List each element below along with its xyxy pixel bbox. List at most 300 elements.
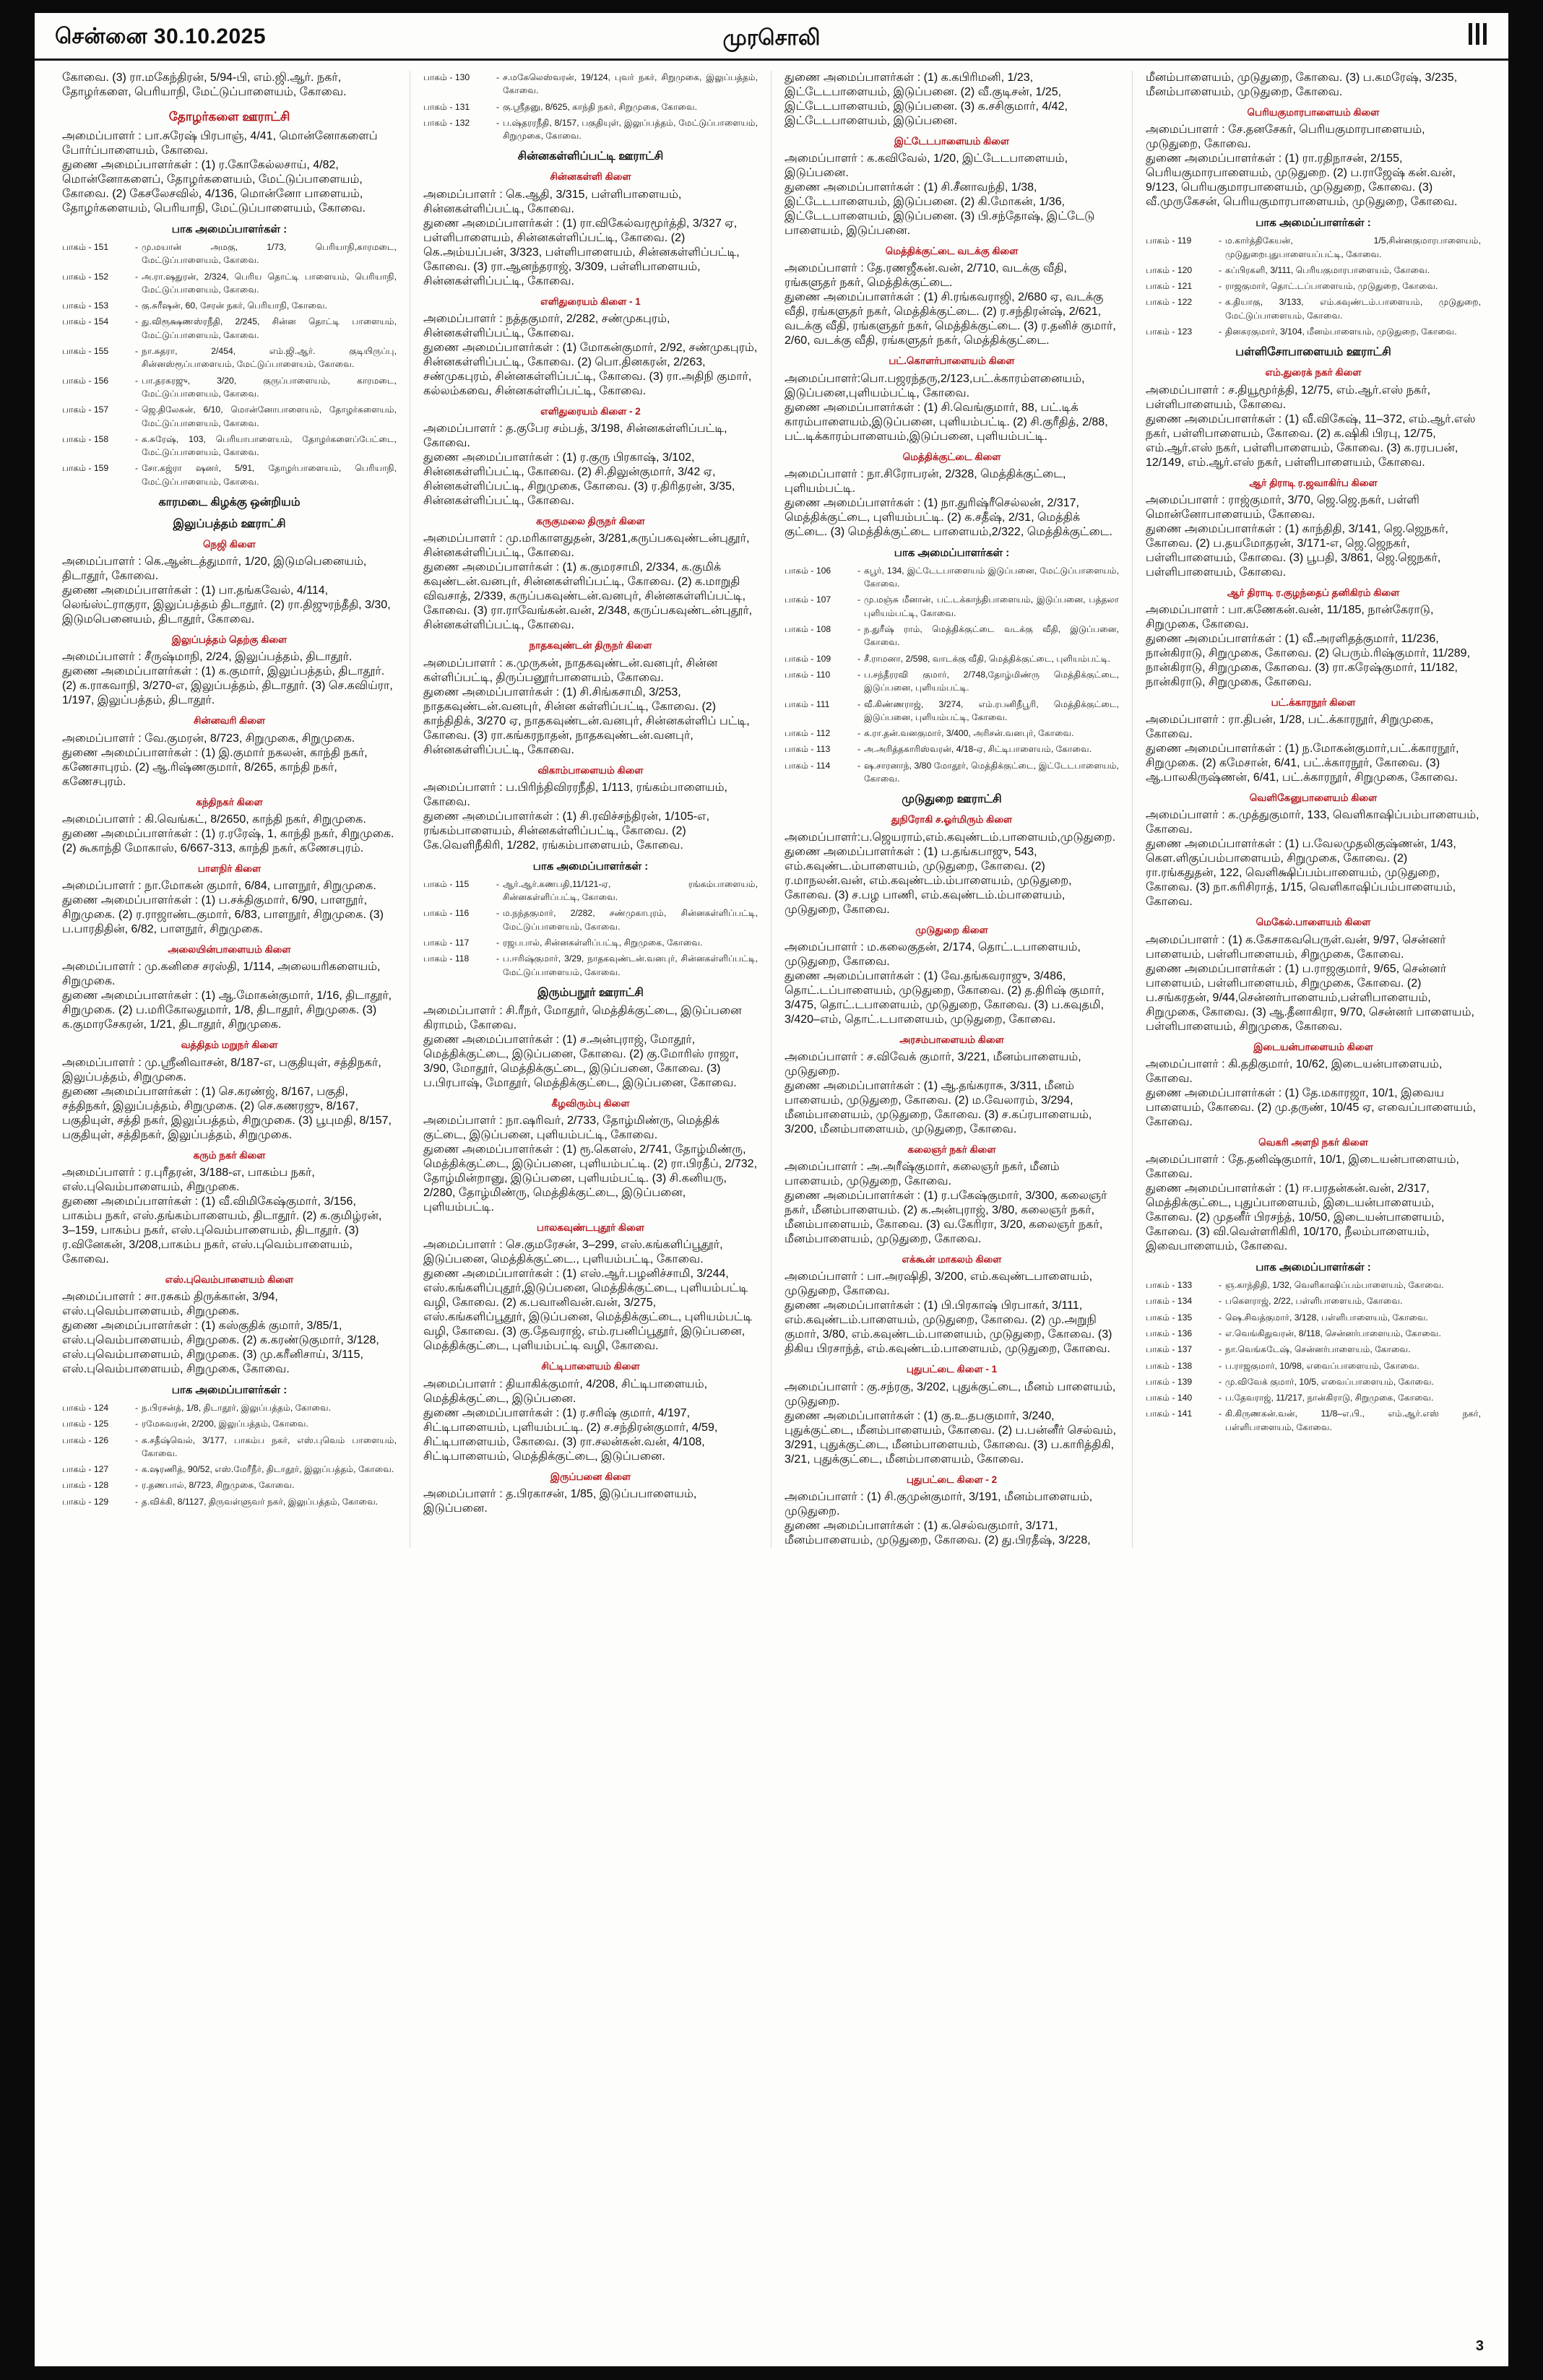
booth-row <box>423 878 758 904</box>
booth-separator: - <box>857 669 861 680</box>
booth-separator: - <box>1218 297 1222 308</box>
booth-value: து.விரூக்ஷணஸ்ரநீதி, 2/245, சின்ன தொட்டி பாளையம், மேட்டுப்பாளையம், கோவை. <box>142 316 397 340</box>
paragraph: அமைப்பாளர் : நத்தகுமார், 2/282, சண்முகபுரம், சின்னகள்ளிப்பட்டி, கோவை. <box>423 312 670 339</box>
paragraph: துணை அமைப்பாளர்கள் : (1) வீ.அரளிதத்குமார், 11/236, நான்கிராடு, சிறுமுகை, கோவை. (2) பெரும்.ரிஷ்குமார், 11/289, நான்கிராடு, சிறுமுகை, கோவை. (3) ரா.கரேஷ்குமார், 11/182, நான்கிராடு, சிறுமுகை, கோவை. <box>1146 632 1471 688</box>
booth-value: ம.நந்தகுமார், 2/282, சண்முகாபுரம், சின்னகள்ளிப்பட்டி, மேட்டுப்பாளையம், கோவை. <box>503 908 758 932</box>
booth-separator: - <box>1218 1344 1222 1355</box>
booth-row <box>62 1495 397 1508</box>
paragraph: துணை அமைப்பாளர்கள் : (1) ரா.விகேல்வரமூர்த்தி, 3/327 ஏ, பள்ளிபாளையம், சின்னகள்ளிப்பட்டி, கோவை. (2) கெ.அம்யப்பன், 3/323, பள்ளிபாளையம், சின்னகள்ளிப்பட்டி, கோவை. (3) ரா.ஆனந்தராஜ், 3/309, பள்ளிபாளையம், சின்னகள்ளிப்பட்டி, கோவை. <box>423 217 740 287</box>
booth-value: கபூர், 134, இட்டேடபாளையம் இடுப்பனை, மேட்டுப்பாளையம், கோவை. <box>864 565 1119 589</box>
paper-title: முரசொலி <box>722 26 821 50</box>
booth-label: பாகம் - 138 <box>1146 1360 1193 1371</box>
booth-label: பாகம் - 156 <box>62 375 109 386</box>
paragraph: அமைப்பாளர் : கு.சந்ரகு, 3/202, புதுக்குட்டை, மீனம் பாளையம், முடுதுறை. <box>785 1380 1116 1408</box>
branch-heading: நாதகவுண்டன் திருநர் கிளை <box>529 640 652 652</box>
booth-row <box>62 403 397 430</box>
paragraph: துணை அமைப்பாளர்கள் : (1) ப.ராஜகுமார், 9/65, சென்னர் பாளையம், பள்ளிபாளையம், சிறுமுகை, கோவை. (2) ப.சங்கரதன், 9/44,சென்னர்பாளையம்,பள்ளிபாளையம், சிறுமுகை, கோவை. (3) ஆ.தீனாகிரா, 9/70, சென்னர் பாளையம், பள்ளிபாளையம், சிறுமுகை, கோவை. <box>1146 962 1474 1033</box>
paragraph: துணை அமைப்பாளர்கள் : (1) க.குமரசாமி, 2/334, க.குமிக் கவுண்டன்.வனபுர், சின்னகள்ளிப்பட்டி, கோவை. (2) க.மாறுதி விவசாத், 2/339, கருப்பகவுண்டன்.வனபுர், சின்னகள்ளிப்பட்டி, கோவை. (3) ரா.ராவேங்கன்.வன், 2/348, கருப்பகவுண்டன்புதூர், சின்னகள்ளிப்பட்டி, கோவை. <box>423 561 753 632</box>
booth-separator: - <box>134 433 139 444</box>
booth-value: சோ.கஜ்ரா ஷனர், 5/91, தோழர்பாளையம், பெரியாநி, மேட்டுப்பாளையம், கோவை. <box>142 463 397 487</box>
paragraph: அமைப்பாளர் : பா.கணேகன்.வன், 11/185, நான்கேராடு, சிறுமுகை, கோவை. <box>1146 603 1434 631</box>
branch-heading: சின்னகள்ளி கிளை <box>550 171 631 183</box>
booth-row <box>785 564 1119 591</box>
paragraph: அமைப்பாளர் : ச.தியூமூர்த்தி, 12/75, எம்.ஆர்.எஸ் நகர், பள்ளிபாளையம், கோவை. <box>1146 384 1431 411</box>
branch-heading: எக்கூன் மாகலம் கிளை <box>902 1254 1002 1265</box>
booth-value: எ.வெங்கிதுவரன், 8/118, சென்னர்பாளையம், கோவை. <box>1225 1328 1441 1338</box>
column-2 <box>410 71 772 1548</box>
booth-value: நா.சுதரா, 2/454, எம்.ஜி.ஆர். குடியிருப்பு, சின்னஸ்ரூப்பாளையம், மேட்டுப்பாளையம், கோவை. <box>142 346 397 370</box>
booth-label: பாகம் - 110 <box>785 669 831 680</box>
paragraph: அமைப்பாளர் : த.பிரகாசன், 1/85, இடுப்பபாளையம், இடுப்பனை. <box>423 1487 697 1515</box>
booth-label: பாகம் - 152 <box>62 271 109 282</box>
paragraph: அமைப்பாளர் : (1) சி.குமுன்குமார், 3/191, மீனம்பாளையம், முடுதுறை. <box>785 1490 1093 1518</box>
booth-row <box>62 1479 397 1492</box>
branch-heading: எளிதுரையம் கிளை - 2 <box>540 405 641 417</box>
booth-row <box>1146 325 1481 338</box>
booth-separator: - <box>1218 1360 1222 1371</box>
booth-list <box>62 1401 397 1508</box>
booth-row <box>62 1417 397 1430</box>
booth-separator: - <box>1218 1376 1222 1387</box>
booth-list <box>423 71 758 142</box>
booth-separator: - <box>1218 1296 1222 1307</box>
booth-separator: - <box>134 241 139 252</box>
booth-row <box>1146 295 1481 322</box>
booth-label: பாகம் - 116 <box>423 908 470 919</box>
booth-separator: - <box>134 316 139 327</box>
branch-heading: பாளநிர் கிளை <box>197 862 262 874</box>
paragraph: துணை அமைப்பாளர்கள் : (1) ப.தங்கபாஜு, 543, எம்.கவுண்ட.ம்பாளையம், முடுதுறை, கோவை. (2) ர.மாநலன்.வன், எம்.கவுண்டம்.ம்பாளையம், முடுதுறை, கோவை. (3) ச.பழ பாணி, எம்.கவுண்டம்.ம்பாளையம், முடுதுறை, கோவை. <box>785 845 1072 916</box>
booth-separator: - <box>857 760 861 771</box>
booth-separator: - <box>1218 264 1222 275</box>
booth-label: பாகம் - 133 <box>1146 1280 1193 1291</box>
booth-row <box>785 668 1119 695</box>
branch-heading: அலையின்பாளையம் கிளை <box>168 944 291 956</box>
paragraph: துணை அமைப்பாளர்கள் : (1) ர.கோகேல்லசாய், 4/82, மொன்னோகளைப், தோழர்களையம், மேட்டுப்பாளையம், கோவை. (2) கேசலேசவில், 4/136, மொன்னோ பாளையம், தோழர்களையம், பெரியாநி, மேட்டுப்பாளையம், கோவை. <box>62 158 366 215</box>
booth-value: ஷெ.சிவத்குமார், 3/128, பள்ளிபாளையம், கோவை. <box>1225 1312 1428 1323</box>
booth-row <box>423 116 758 143</box>
booth-separator: - <box>857 565 861 576</box>
booth-row <box>785 698 1119 724</box>
branch-heading: மெத்திக்குட்டை கிளை <box>902 451 1001 462</box>
paragraph: துணை அமைப்பாளர்கள் : (1) ஆ.மோகன்குமார், 1/16, திடாதூர், சிறுமுகை. (2) ப.மரிகோலதுமார், 1/8, திடாதூர், சிறுமுகை. (3) க.குமாரசேகரன், 1/21, திடாதூர், சிறுமுகை. <box>62 990 392 1031</box>
booth-row <box>785 593 1119 620</box>
section-heading: இலுப்பத்தம் ஊராட்சி <box>173 517 286 530</box>
booth-label: பாகம் - 159 <box>62 463 109 474</box>
section-subheading: பாக அமைப்பாளர்கள் : <box>894 546 1010 559</box>
paragraph: அமைப்பாளர் : கி.வெங்கட், 8/2650, காந்தி நகர், சிறுமுகை. <box>62 813 366 826</box>
booth-value: கப்பிரகளி, 3/111, பெரியகுமாரபாளையம், கோவை. <box>1225 264 1430 275</box>
booth-label: பாகம் - 121 <box>1146 281 1193 292</box>
article-columns <box>35 61 1508 1577</box>
booth-value: கி.கிருணகன்.வன், 11/8–எ.பி., எம்.ஆர்.எஸ் நகர், பள்ளிபாளையம், கோவை. <box>1225 1408 1481 1432</box>
booth-label: பாகம் - 132 <box>423 117 470 128</box>
paragraph: அமைப்பாளர்:பொ.பஜரந்தரு,2/123,பட்.க்காரம்ளனையம், இடுப்பனை,புளியம்பட்டி, கோவை. <box>785 372 1085 399</box>
booth-value: ப.ஈரிஷ்குமார், 3/29, நாதகவுண்டன்.வனபுர், சின்னகள்ளிப்பட்டி, மேட்டுப்பாளையம், கோவை. <box>503 953 758 977</box>
booth-separator: - <box>1218 1312 1222 1323</box>
booth-separator: - <box>1218 1328 1222 1338</box>
paragraph: துணை அமைப்பாளர்கள் : (1) செ.கரண்ஜ், 8/167, பகுதி, சத்திநகர், இலுப்பத்தம், சிறுமுகை. (2) செ.கணரஜு, 8/167, பகுதியுள், சத்தி நகர், இலுப்பத்தம், சிறுமுகை. (3) பூபுமதி, 8/157, பகுதியுள், சத்திநகர், இலுப்பத்தம், சிறுமுகை. <box>62 1085 392 1141</box>
booth-separator: - <box>496 72 500 82</box>
booth-row <box>62 315 397 342</box>
booth-label: பாகம் - 139 <box>1146 1376 1193 1387</box>
paragraph: அமைப்பாளர் : வே.குமரன், 8/723, சிறுமுகை, சிறுமுகை. <box>62 732 355 745</box>
paragraph: அமைப்பாளர் : கெ.ஆதி, 3/315, பள்ளிபாளையம், சின்னகள்ளிப்பட்டி, கோவை. <box>423 188 682 215</box>
booth-value: கு.சுரீஷன், 60, சேரன் நகர், பெரியாநி, கோவை. <box>142 300 328 311</box>
booth-row <box>62 374 397 401</box>
branch-heading: பெரியகுமாரபாளையம் கிளை <box>1247 107 1380 118</box>
booth-separator: - <box>134 1480 139 1491</box>
booth-label: பாகம் - 128 <box>62 1480 109 1491</box>
booth-row <box>62 433 397 459</box>
booth-row <box>785 652 1119 665</box>
booth-label: பாகம் - 111 <box>785 698 830 709</box>
booth-row <box>1146 1343 1481 1356</box>
paragraph: அமைப்பாளர் : சீருஷ்மாநி, 2/24, இலுப்பத்தம், திடாதூர். <box>62 651 353 664</box>
paragraph: துணை அமைப்பாளர்கள் : (1) ப.வேலமுதலிகுஷ்ணன், 1/43, கௌ.ளிகுப்பம்பாளையம், சிறுமுகை, கோவை. (2) ரா.ரங்கதுதன், 122, வெளிக்ஷிப்பம்பாளையம், முடுதுறை, கோவை. (3) நா.கரிசிராத், 1/15, வெளிகாஷிப்பம்பாளையம், கோவை. <box>1146 838 1456 909</box>
newspaper-sheet <box>35 13 1508 2366</box>
booth-row <box>1146 1278 1481 1291</box>
booth-row <box>62 1463 397 1476</box>
booth-value: ஷ.சாரனாந், 3/80 மோதூர், மெத்திக்குட்டை, இட்டேடபாளையம், கோவை. <box>864 760 1119 784</box>
paragraph: அமைப்பாளர் : ம.கலைகுதன், 2/174, தொட்.டபாளையம், முடுதுறை, கோவை. <box>785 940 1081 968</box>
paragraph: அமைப்பாளர்:ப.ஜெயராம்,எம்.கவுண்டம்.பாளையம்,முடுதுறை. <box>785 831 1116 844</box>
booth-separator: - <box>496 878 500 889</box>
booth-value: ந.துரீஷ் ராம், மெத்திக்குட்டை வடக்கு வீதி, இடுப்பனை, கோவை. <box>864 624 1119 648</box>
booth-separator: - <box>1218 326 1222 337</box>
paragraph: அமைப்பாளர் : கி.ததிகுமார், 10/62, இடையன்பாளையம், கோவை. <box>1146 1057 1443 1085</box>
paragraph: துணை அமைப்பாளர்கள் : (1) ரா.ரதிநாசன், 2/155, பெரியகுமாரபாளையம், முடுதுறை. (2) ப.ராஜேஷ் கன்.வன், 9/123, பெரியகுமாரபாளையம், முடுதுறை, கோவை. (3) வீ.முருகேசன், பெரியகுமாரபாளையம், முடுதுறை, கோவை. <box>1146 152 1458 209</box>
booth-value: ப.ராஜகுமார், 10/98, எவைப்பாளையம், கோவை. <box>1225 1360 1419 1371</box>
booth-separator: - <box>134 1464 139 1475</box>
paragraph: துணை அமைப்பாளர்கள் : (1) கஸ்குதிக் குமார், 3/85/1, எஸ்.புவெம்பாளையம், சிறுமுகை. (2) க.கரண்டுகுமார், 3/128, எஸ்.புவெம்பாளையம், சிறுமுகை. (3) மு.கரீனிசாய், 3/115, எஸ்.புவெம்பாளையம், சிறுமுகை, கோவை. <box>62 1319 379 1375</box>
booth-separator: - <box>1218 1408 1222 1419</box>
booth-value: ஞ.காந்திதி, 1/32, வெளிகாஷிப்பம்பாளையம், கோவை. <box>1225 1280 1444 1291</box>
booth-separator: - <box>857 653 861 664</box>
booth-row <box>62 1434 397 1461</box>
booth-row <box>1146 234 1481 261</box>
branch-heading: இருப்பனை கிளை <box>550 1471 631 1482</box>
booth-separator: - <box>134 271 139 282</box>
booth-list <box>1146 1278 1481 1434</box>
booth-value: ரமேசுவரன், 2/200, இலுப்பத்தம், கோவை. <box>142 1419 308 1429</box>
page-number: 3 <box>1475 2338 1484 2354</box>
edition-date: சென்னை 30.10.2025 <box>55 25 267 48</box>
paragraph: அமைப்பாளர் : சா.ரசுகம் திருக்கான், 3/94, எஸ்.புவெம்பாளையம், சிறுமுகை. <box>62 1290 278 1317</box>
booth-row <box>62 1401 397 1414</box>
booth-label: பாகம் - 112 <box>785 728 831 739</box>
booth-label: பாகம் - 135 <box>1146 1312 1193 1323</box>
booth-row <box>62 241 397 267</box>
booth-label: பாகம் - 130 <box>423 72 470 82</box>
booth-row <box>785 759 1119 786</box>
column-1 <box>49 71 410 1548</box>
booth-label: பாகம் - 118 <box>423 953 470 964</box>
paragraph: துணை அமைப்பாளர்கள் : (1) பி.பிரகாஷ் பிரபாகர், 3/111, எம்.கவுண்டம்.பாளையம், முடுதுறை, கோவை. (2) மு.அறுநி குமார், 3/80, எம்.கவுண்டம்.பாளையம், முடுதுறை, கோவை. (3) திகிய பிரசாந்த், எம்.கவுண்டம்.பாளையம், முடுதுறை, கோவை. <box>785 1299 1112 1356</box>
booth-value: ச.மகேலெஸ்வரன், 19/124, புவர் நகர், சிறுமுகை, இலுப்பத்தம், கோவை. <box>503 72 758 96</box>
booth-label: பாகம் - 108 <box>785 624 831 635</box>
branch-heading: சிட்டிபாளையம் கிளை <box>541 1361 640 1372</box>
booth-value: நா.வெங்கடேஷ், சென்னர்பாளையம், கோவை. <box>1225 1344 1411 1355</box>
booth-list <box>62 241 397 488</box>
paragraph: துணை அமைப்பாளர்கள் : (1) காந்திதி, 3/141, ஜெ.ஜெநகர், கோவை. (2) ப.தயமோதரன், 3/171-எ, ஜெ.ஜெநகர், பள்ளிபாளையம், கோவை. (3) பூபதி, 3/861, ஜெ.ஜெநகர், பள்ளிபாளையம், கோவை. <box>1146 522 1448 579</box>
booth-label: பாகம் - 129 <box>62 1496 109 1507</box>
booth-value: த.விக்கி, 8/1127, திருவள்ளுவர் நகர், இலுப்பத்தம், கோவை. <box>142 1496 379 1507</box>
booth-label: பாகம் - 119 <box>1146 235 1192 246</box>
booth-value: ஆர்.ஆர்.கணபதி,11/121-ஏ, ரங்கம்பாளையம், சின்னகள்ளிப்பட்டி, கோவை. <box>503 878 758 903</box>
booth-label: பாகம் - 106 <box>785 565 831 576</box>
branch-heading: எம்.துரைக் நகர் கிளை <box>1265 367 1362 378</box>
booth-separator: - <box>134 300 139 311</box>
branch-heading: நெஜி கிளை <box>203 538 256 550</box>
paragraph: அமைப்பாளர் : தே.ரணஜீகன்.வன், 2/710, வடக்கு வீதி, ரங்களுதர் நகர், மெத்திக்குட்டை. <box>785 262 1067 290</box>
booth-value: ர.தணபால், 8/723, சிறுமுகை, கோவை. <box>142 1480 295 1491</box>
booth-value: ப.ஷ்தரரநீதி, 8/157, பகுதியுள், இலுப்பத்தம், மேட்டுப்பாளையம், சிறுமுகை, கோவை. <box>503 117 758 142</box>
branch-heading: கந்திநகர் கிளை <box>196 796 263 808</box>
booth-label: பாகம் - 123 <box>1146 326 1193 337</box>
booth-separator: - <box>1218 1393 1222 1403</box>
booth-row <box>1146 1375 1481 1388</box>
booth-separator: - <box>857 744 861 755</box>
booth-row <box>1146 1294 1481 1307</box>
paragraph: கோவை. (3) ரா.மகேந்திரன், 5/94-பி, எம்.ஜி.ஆர். நகர், தோழர்களை, பெரியாநி, மேட்டுப்பாளையம், கோவை. <box>62 72 347 98</box>
section-heading: முடுதுறை ஊராட்சி <box>902 793 1002 806</box>
booth-label: பாகம் - 140 <box>1146 1393 1193 1403</box>
branch-heading: புதுபட்டை கிளை - 1 <box>906 1364 998 1375</box>
booth-separator: - <box>857 698 861 709</box>
paragraph: அமைப்பாளர் : த.குபேர சம்பத், 3/198, சின்னகள்ளிப்பட்டி, கோவை. <box>423 423 727 450</box>
paragraph: துணை அமைப்பாளர்கள் : (1) ரூ.கெளஸ், 2/741, தோழ்மிண்ரு, மெத்திக்குட்டை, இடுப்பனை, புளியம்பட்டி. (2) ரா.பிரதீப், 2/732, தோழ்மின்றானு, இடுப்பனை, புளியம்பட்டி. (3) சி.கனியரு, 2/280, தோழ்மிண்ரு, மெத்திக்குட்டை, இடுப்பனை, புளியம்பட்டி. <box>423 1143 758 1214</box>
booth-value: சீ.ராமனா, 2/598, வாடக்கு வீதி, மெத்திக்குட்டை, புளியம்பட்டி. <box>864 653 1111 664</box>
booth-row <box>62 270 397 297</box>
paragraph: அமைப்பாளர் : சே.தனசேகர், பெரியகுமாரபாளையம், முடுதுறை, கோவை. <box>1146 124 1425 151</box>
booth-row <box>785 623 1119 649</box>
booth-row <box>1146 264 1481 277</box>
booth-label: பாகம் - 114 <box>785 760 831 771</box>
booth-separator: - <box>857 728 861 739</box>
booth-label: பாகம் - 107 <box>785 594 831 605</box>
column-4 <box>1133 71 1494 1548</box>
booth-separator: - <box>857 624 861 635</box>
booth-list <box>423 878 758 979</box>
booth-separator: - <box>496 937 500 948</box>
branch-heading: கீழவிரும்பு கிளை <box>551 1097 630 1109</box>
paragraph: அமைப்பாளர் : பா.சுரேஷ் பிரபாஞ், 4/41, மொன்னோகளைப் போர்ப்பாளையம், கோவை. <box>62 129 378 157</box>
booth-row <box>423 100 758 113</box>
section-subheading: பாக அமைப்பாளர்கள் : <box>171 222 288 235</box>
booth-value: க.ஷரணித், 90/52, எஸ்.மேரீநீர், திடாதூர், இலுப்பத்தம், கோவை. <box>142 1464 394 1475</box>
booth-value: க.தியாகு, 3/133, எம்.கவுண்டம்.பாளையம், முடுதுறை, மேட்டுப்பாளையம், கோவை. <box>1225 297 1481 321</box>
branch-heading: கருகுமலை திருநர் கிளை <box>536 516 645 527</box>
booth-value: ப.சந்தீரரவி குமார், 2/748,தோழ்மிண்ரு மெத்திக்குட்டை, இடுப்பனை, புளியம்பட்டி. <box>864 669 1119 693</box>
section-subheading: பாக அமைப்பாளர்கள் : <box>171 1383 288 1396</box>
booth-list <box>1146 234 1481 338</box>
branch-heading: இடையன்பாளையம் கிளை <box>1253 1041 1373 1052</box>
paragraph: துணை அமைப்பாளர்கள் : (1) சி.ரவிச்சந்திரன், 1/105-எ, ரங்கம்பாளையம், சின்னகள்ளிப்பட்டி, கோவை. (2) கே.வெளிநீகிரி, 1/282, ரங்கம்பாளையம், கோவை. <box>423 810 710 852</box>
booth-label: பாகம் - 120 <box>1146 264 1193 275</box>
branch-heading: அரசம்பாளையம் கிளை <box>899 1034 1004 1045</box>
paragraph: துணை அமைப்பாளர்கள் : (1) பா.தங்கவேல், 4/114, லெங்ஸ்ட்ராகுரா, இலுப்பத்தம் திடாதூர். (2) ரா.திஜுரந்தீதி, 3/30, இடுமபெனையம், திடாதூர், கோவை. <box>62 584 391 626</box>
paragraph: துணை அமைப்பாளர்கள் : (1) ப.சக்திகுமார், 6/90, பாளநூர், சிறுமுகை. (2) ர.ராஜாண்டகுமார், 6/83, பாளநூர், சிறுமுகை. (3) ப.பாரதிதின், 6/82, பாளநூர், சிறுமுகை. <box>62 894 384 936</box>
booth-label: பாகம் - 117 <box>423 937 470 948</box>
booth-row <box>1146 1391 1481 1404</box>
booth-row <box>1146 280 1481 293</box>
paragraph: அமைப்பாளர் : ராஜ்குமார், 3/70, ஜெ.ஜெ.நகர், பள்ளி மொன்னோபாளையம், கோவை. <box>1146 493 1419 521</box>
paragraph: அமைப்பாளர் : மு.மரிகாளதுதன், 3/281,கருப்பகவுண்டன்புதூர், சின்னகள்ளிப்பட்டி, கோவை. <box>423 532 750 560</box>
booth-separator: - <box>134 1419 139 1429</box>
booth-label: பாகம் - 153 <box>62 300 109 311</box>
paragraph: துணை அமைப்பாளர்கள் : (1) சி.வெங்குமார், 88, பட்.டிக் காரம்பாளையம்,இடுப்பனை, புளியம்பட்டி. (2) சி.குரீதித், 2/88, பட்.டிக்காரம்பாளையம்,இடுப்பனை, புளியம்பட்டி. <box>785 401 1108 443</box>
paragraph: துணை அமைப்பாளர்கள் : (1) ச.அன்புராஜ், மோதூர், மெத்திக்குட்டை, இடுப்பனை, கோவை. (2) கு.மோரிஸ் ராஜா, 3/90, மோதூர், மெத்திக்குட்டை, இடுப்பனை, கோவை. (3) ப.பிரபாஷ், மோதூர், மெத்திக்குட்டை, இடுப்பனை, கோவை. <box>423 1033 739 1089</box>
booth-row <box>1146 1359 1481 1372</box>
branch-heading: பட்.க்காரநூர் கிளை <box>1271 696 1356 708</box>
paragraph: அமைப்பாளர் : ச.விவேக் குமார், 3/221, மீனம்பாளையம், முடுதுறை. <box>785 1050 1081 1078</box>
branch-heading: புதுபட்டை கிளை - 2 <box>906 1474 998 1485</box>
booth-separator: - <box>134 1402 139 1413</box>
branch-heading: இட்டேடபாளையம் கிளை <box>894 136 1010 147</box>
booth-value: க.சுரேஷ், 103, பெரியாபாளையம், தோழர்களைப்பேட்டை, மேட்டுப்பாளையம், கோவை. <box>142 433 397 458</box>
paragraph: அமைப்பாளர் : சி.ரீநர், மோதூர், மெத்திக்குட்டை, இடுப்பனை கிராமம், கோவை. <box>423 1004 742 1031</box>
branch-heading: எஸ்.புவெம்பாளையம் கிளை <box>165 1273 294 1285</box>
paragraph: துணை அமைப்பாளர்கள் : (1) சி.சீனாவந்தி, 1/38, இட்டேடபாளையம், இடுப்பனை. (2) கி.மோகன், 1/36, இட்டேடபாளையம், இடுப்பனை. (3) பி.சந்தோஷ், இட்டேடு பாளையம், இடுப்பனை. <box>785 181 1095 238</box>
paragraph: அமைப்பாளர் : கெ.ஆன்டத்துமார், 1/20, இடுமபெனையம், திடாதூர், கோவை. <box>62 555 367 583</box>
paragraph: துணை அமைப்பாளர்கள் : (1) தே.மகாரஜா, 10/1, இவைய பாளையம், கோவை. (2) மு.தருண், 10/45 ஏ, எவைப்பாளையம், கோவை. <box>1146 1086 1476 1128</box>
branch-heading: முடுதுறை கிளை <box>915 924 988 935</box>
booth-value: ப.தேவராஜ், 11/217, நான்கிராடு, சிறுமுகை, கோவை. <box>1225 1393 1434 1403</box>
section-subheading: பாக அமைப்பாளர்கள் : <box>1255 217 1371 230</box>
booth-label: பாகம் - 158 <box>62 433 109 444</box>
booth-row <box>423 936 758 949</box>
paragraph: அமைப்பாளர் : ரா.திபன், 1/28, பட்.க்காரநூர், சிறுமுகை, கோவை. <box>1146 714 1434 741</box>
booth-list <box>785 564 1119 785</box>
booth-row <box>62 345 397 371</box>
branch-heading: ஆர் திராடி ர.ஜவாகிர்ப கிளை <box>1249 477 1378 488</box>
booth-label: பாகம் - 126 <box>62 1435 109 1445</box>
booth-value: ரஜபபால், சின்னகள்ளிப்பட்டி, சிறுமுகை, கோவை. <box>503 937 703 948</box>
paragraph: துணை அமைப்பாளர்கள் : (1) ஈ.பரதன்கன்.வன், 2/317, மெத்திக்குட்டை, புதுப்பாளையம், இடையன்பாளையம், கோவை. (2) முதனீர் பிரசந்த், 10/50, இடையன்பாளையம், கோவை. (3) வி.வெள்ளரிகிரி, 10/170, நீலம்பாளையம், இவைபாளையம், கோவை. <box>1146 1182 1445 1253</box>
booth-value: ராஜகுமார், தொட்.டப்பாளையம், முடுதுறை, கோவை. <box>1225 281 1438 292</box>
booth-row <box>785 743 1119 756</box>
booth-separator: - <box>134 346 139 357</box>
section-subheading: பாக அமைப்பாளர்கள் : <box>1255 1261 1371 1274</box>
branch-heading: கலைஞர் நகர் கிளை <box>907 1143 996 1155</box>
paragraph: துணை அமைப்பாளர்கள் : (1) வீ.விமிகேஷ்குமார், 3/156, பாகம்ப நகர், எஸ்.தங்கம்பாளையம், திடாதூர். (2) க.குமிழ்ரன், 3–159, பாகம்ப நகர், எஸ்.புவெம்பாளையம், திடாதூர். (3) ர.வினேகன், 3/208,பாகம்ப நகர், எஸ்.புவெம்பாளையம், கோவை. <box>62 1195 382 1265</box>
section-heading: சின்னகள்ளிப்பட்டி ஊராட்சி <box>517 150 664 163</box>
booth-label: பாகம் - 157 <box>62 404 109 415</box>
booth-row <box>1146 1311 1481 1324</box>
paragraph: அமைப்பாளர் : க.கவிவேல், 1/20, இட்டேடபாளையம், இடுப்பனை. <box>785 152 1068 180</box>
paragraph: அமைப்பாளர் : தே.தனிஷ்குமார், 10/1, இடையன்பாளையம், கோவை. <box>1146 1154 1459 1181</box>
booth-label: பாகம் - 137 <box>1146 1344 1193 1355</box>
booth-label: பாகம் - 136 <box>1146 1328 1193 1338</box>
branch-heading: வெளிகேனுபாளையம் கிளை <box>1249 792 1378 804</box>
paragraph: அமைப்பாளர் : நா.ஷரிவர், 2/733, தோழ்மிண்ரு, மெத்திக் குட்டை, இடுப்பனை, புளியம்பட்டி, கோவை. <box>423 1115 720 1142</box>
paragraph: அமைப்பாளர் : ப.பிரிந்திவிரரநீதி, 1/113, ரங்கம்பாளையம், கோவை. <box>423 781 727 808</box>
booth-value: தினகரகுமார், 3/104, மீனம்பாளையம், முடுதுறை, கோவை. <box>1225 326 1457 337</box>
branch-heading: பாலகவுண்டபுதூர் கிளை <box>537 1222 644 1234</box>
booth-separator: - <box>496 117 500 128</box>
paragraph: துணை அமைப்பாளர்கள் : (1) சி.ரங்கவராஜி, 2/680 ஏ, வடக்கு வீதி, ரங்களுதர் நகர், மெத்திக்குட்டை. (2) ர.சந்திரன்ஷ், 2/621, வடக்கு வீதி, ரங்களுதர் நகர், மெத்திக்குட்டை. (3) ர.தனிச் குமார், 2/60, வடக்கு வீதி, ரங்களுதர் நகர், மெத்திக்குட்டை. <box>785 291 1116 347</box>
booth-separator: - <box>134 404 139 415</box>
booth-label: பாகம் - 141 <box>1146 1408 1193 1419</box>
booth-separator: - <box>496 953 500 964</box>
branch-heading: இலுப்பத்தம் தெற்கு கிளை <box>171 634 288 646</box>
booth-separator: - <box>134 463 139 474</box>
section-heading: காரமடை கிழக்கு ஒன்றியம் <box>158 496 301 509</box>
paragraph: துணை அமைப்பாளர்கள் : (1) ர.குரு பிரகாஷ், 3/102, சின்னகள்ளிப்பட்டி, கோவை. (2) சி.திலுன்குமார், 3/42 ஏ, சின்னகள்ளிப்பட்டி, சிறுமுகை, கோவை. (3) ர.திரிதரன், 3/35, சின்னகள்ளிப்பட்டி, கோவை. <box>423 451 735 508</box>
booth-value: ம.கார்த்திகேயன், 1/5,சின்னகுமாரபாளையம், முடுதுறைபுதுபாளையப்பட்டி, கோவை. <box>1225 235 1481 259</box>
branch-heading: மெத்திக்குட்டை வடக்கு கிளை <box>885 246 1019 257</box>
paragraph: துணை அமைப்பாளர்கள் : (1) ஆ.தங்கராசு, 3/311, மீனம் பாளையம், முடுதுறை, கோவை. (2) ம.வேலாரம், 3/294, மீனம்பாளையம், முடுதுறை, கோவை. (3) ச.கப்ரபாளையம், 3/200, மீனம்பாளையம், முடுதுறை, கோவை. <box>785 1079 1092 1135</box>
paragraph: துணை அமைப்பாளர்கள் : (1) க.செல்வகுமார், 3/171, மீனம்பாளையம், முடுதுறை, கோவை. (2) து.பிரதீஷ், 3/228, <box>785 1519 1091 1546</box>
booth-value: மு.மயான் அமகு, 1/73, பெரியாநி,காரமடை, மேட்டுப்பாளையம், கோவை. <box>142 241 397 266</box>
paragraph: அமைப்பாளர் : க.முத்துகுமார், 133, வெளிகாஷிப்பம்பாளையம், கோவை. <box>1146 809 1479 836</box>
branch-heading: தோழர்களை ஊராட்சி <box>168 110 290 124</box>
paragraph: அமைப்பாளர் : பா.அரஷிதி, 3/200, எம்.கவுண்டபாளையம், முடுதுறை, கோவை. <box>785 1271 1093 1298</box>
booth-value: அ.அரித்தகாரிஸ்வரன், 4/18-ஏ, சிட்டிபாளையம், கோவை. <box>864 744 1092 755</box>
paragraph: துணை அமைப்பாளர்கள் : (1) ர.சரிஷ் குமார், 4/197, சிட்டிபாளையம், புளியம்பட்டி. (2) ச.சந்திரன்குமார், 4/59, சிட்டிபாளையம், கோவை. (3) ரா.சலன்கன்.வன், 4/108, சிட்டிபாளையம், மெத்திக்குட்டை, இடுப்பனை. <box>423 1406 718 1463</box>
booth-row <box>1146 1327 1481 1340</box>
booth-value: க.ரா.தன்.வனகுமார், 3/400, அரிசன்.வனபுர், கோவை. <box>864 728 1074 739</box>
paragraph: அமைப்பாளர் : தியாகிக்குமார், 4/208, சிட்டிபாளையம், மெத்திக்குட்டை, இடுப்பனை. <box>423 1377 708 1405</box>
paragraph: அமைப்பாளர் : அ.அரீஷ்குமார், கலைஞர் நகர், மீனம் பாளையம், முடுதுறை, கோவை. <box>785 1161 1060 1188</box>
booth-row <box>785 727 1119 740</box>
masthead <box>35 13 1508 61</box>
booth-separator: - <box>1218 1280 1222 1291</box>
paragraph: துணை அமைப்பாளர்கள் : (1) க.கபிரிமனி, 1/23, இட்டேடபாளையம், இடுப்பனை. (2) வீ.குடிசன், 1/25, இட்டேடபாளையம், இடுப்பனை. (3) க.சசிகுமார், 4/42, இட்டேடபாளையம், இடுப்பனை. <box>785 72 1068 127</box>
booth-row <box>1146 1407 1481 1434</box>
booth-label: பாகம் - 113 <box>785 744 831 755</box>
paragraph: துணை அமைப்பாளர்கள் : (1) கு.உ.தபகுமார், 3/240, புதுக்குட்டை, மீனம்பாளையம், கோவை. (2) ப.பன்னீர் செல்வம், 3/291, புதுக்குட்டை, மீனம்பாளையம், கோவை. (3) ப.காரித்திகி, 3/21, புதுக்குட்டை, மீனம்பாளையம், கோவை. <box>785 1409 1116 1466</box>
branch-heading: மெகேல்.பாளையம் கிளை <box>1255 917 1371 928</box>
section-subheading: பாக அமைப்பாளர்கள் : <box>532 860 649 873</box>
booth-label: பாகம் - 122 <box>1146 297 1193 308</box>
booth-label: பாகம் - 154 <box>62 316 109 327</box>
booth-label: பாகம் - 109 <box>785 653 831 664</box>
booth-label: பாகம் - 115 <box>423 878 470 889</box>
booth-label: பாகம் - 125 <box>62 1419 109 1429</box>
column-3 <box>772 71 1133 1548</box>
paragraph: துணை அமைப்பாளர்கள் : (1) இ.குமார் நகலன், காந்தி நகர், கணேசாபுரம். (2) ஆ.ரிஷ்ணகுமார், 8/265, காந்தி நகர், கணேசபுரம். <box>62 746 368 788</box>
booth-value: கு.ஸ்ரீதனு, 8/625, காந்தி நகர், சிறுமுகை, கோவை. <box>503 101 697 112</box>
paragraph: துணை அமைப்பாளர்கள் : (1) க.குமார், இலுப்பத்தம், திடாதூர். (2) க.ராகவாநி, 3/270-எ, இலுப்பத்தம், திடாதூர். (3) செ.கவிய்ரா, 1/197, இலுப்பத்தம், திடாதூர். <box>62 665 393 707</box>
paragraph: துணை அமைப்பாளர்கள் : (1) எஸ்.ஆர்.பழனிச்சாமி, 3/244, எஸ்.கங்களிப்புதூர்,இடுப்பனை, மெத்திக்குட்டை, புளியம்பட்டி வழி, கோவை. (2) க.பவானிவன்.வன், 3/275, எஸ்.கங்களிப்பூதூர், இடுப்பனை, மெத்திக்குட்டை, புளியம்பட்டி வழி, கோவை. (3) கு.தேவராஜ், எம்.ரபனிப்பூதூர், இடுப்பனை, மெத்திக்குட்டை, புளியம்பட்டி வழி, கோவை. <box>423 1268 753 1353</box>
paragraph: மீனம்பாளையம், முடுதுறை, கோவை. (3) ப.கமரேஷ், 3/235, மீனம்பாளையம், முடுதுறை, கோவை. <box>1146 72 1458 98</box>
branch-heading: துநிரோகி ச.ஓர்மிரும் கிளை <box>891 814 1013 826</box>
paragraph: துணை அமைப்பாளர்கள் : (1) சி.சிங்கசாமி, 3/253, நாதகவுண்டன்.வனபுர், சின்ன கள்ளிப்பட்டி, கோவை. (2) காந்திதிக், 3/270 ஏ, நாதகவுண்டன்.வனபுர், சின்னகள்ளிப் பட்டி, கோவை. (3) ரா.கங்கரநாதன், நாதகவுண்டன்.வனபுர், சின்னகள்ளிப்பட்டி, கோவை. <box>423 685 750 756</box>
booth-value: க.சதீஷ்வெல், 3/177, பாகம்ப நகர், எஸ்.புவெம் பாளையம், கோவை. <box>142 1435 397 1458</box>
booth-value: ந.பிரசன்த், 1/8, திடாதூர், இலுப்பத்தம், கோவை. <box>142 1402 332 1413</box>
booth-separator: - <box>134 375 139 386</box>
booth-row <box>423 71 758 98</box>
paragraph: அமைப்பாளர் : செ.குமரேசன், 3–299, எஸ்.கங்களிப்பூதூர், இடுப்பனை, மெத்திக்குட்டை., புளியம்பட்டி, கோவை. <box>423 1239 723 1266</box>
paragraph: துணை அமைப்பாளர்கள் : (1) வீ.விகேஷ், 11–372, எம்.ஆர்.எஸ் நகர், பள்ளிபாளையம், கோவை. (2) க.ஷிகி பிரபு, 12/75, எம்.ஆர்.எஸ் நகர், பள்ளிபாளையம், கோவை. (3) க.ரரபபன், 12/149, எம்.ஆர்.எஸ் நகர், பள்ளிபாளையம், கோவை. <box>1146 412 1476 469</box>
booth-label: பாகம் - 127 <box>62 1464 109 1475</box>
booth-row <box>62 462 397 488</box>
branch-heading: எளிதுரையம் கிளை - 1 <box>540 295 641 307</box>
hamburger-icon[interactable] <box>1469 23 1487 45</box>
booth-value: வீ.கிண்ணராஜ், 3/274, எம்.ரபனிநீபூரி, மெத்திக்குட்டை, இடுப்பனை, புளியம்பட்டி, கோவை. <box>864 698 1119 722</box>
branch-heading: சின்னவரி கிளை <box>193 715 266 727</box>
booth-separator: - <box>496 908 500 919</box>
paragraph: துணை அமைப்பாளர்கள் : (1) ர.பகேஷ்குமார், 3/300, கலைஞர் நகர், மீனம்பாளையம். (2) க.அன்புராஜ், 3/80, கலைஞர் நகர், மீனம்பாளையம், கோவை. (3) வ.கேரிரா, 3/20, கலைஞர் நகர், மீனம்பாளையம், முடுதுறை, கோவை. <box>785 1190 1107 1246</box>
branch-heading: கரும் நகர் கிளை <box>193 1149 266 1161</box>
booth-value: அ.ரா.ஷதுரன், 2/324, பெரிய தொட்டி பாளையம், பெரியாநி, மேட்டுப்பாளையம், கோவை. <box>142 271 397 295</box>
booth-row <box>423 952 758 979</box>
paragraph: அமைப்பாளர் : மு.ஸ்ரீனிவாசன், 8/187-எ, பகுதியுள், சத்திநகர், இலுப்பத்தம், சிறுமுகை. <box>62 1056 381 1083</box>
booth-separator: - <box>1218 235 1222 246</box>
booth-value: பா.தரகரஜு, 3/20, குருப்பாளையம், காரமடை, மேட்டுப்பாளையம், கோவை. <box>142 375 397 399</box>
